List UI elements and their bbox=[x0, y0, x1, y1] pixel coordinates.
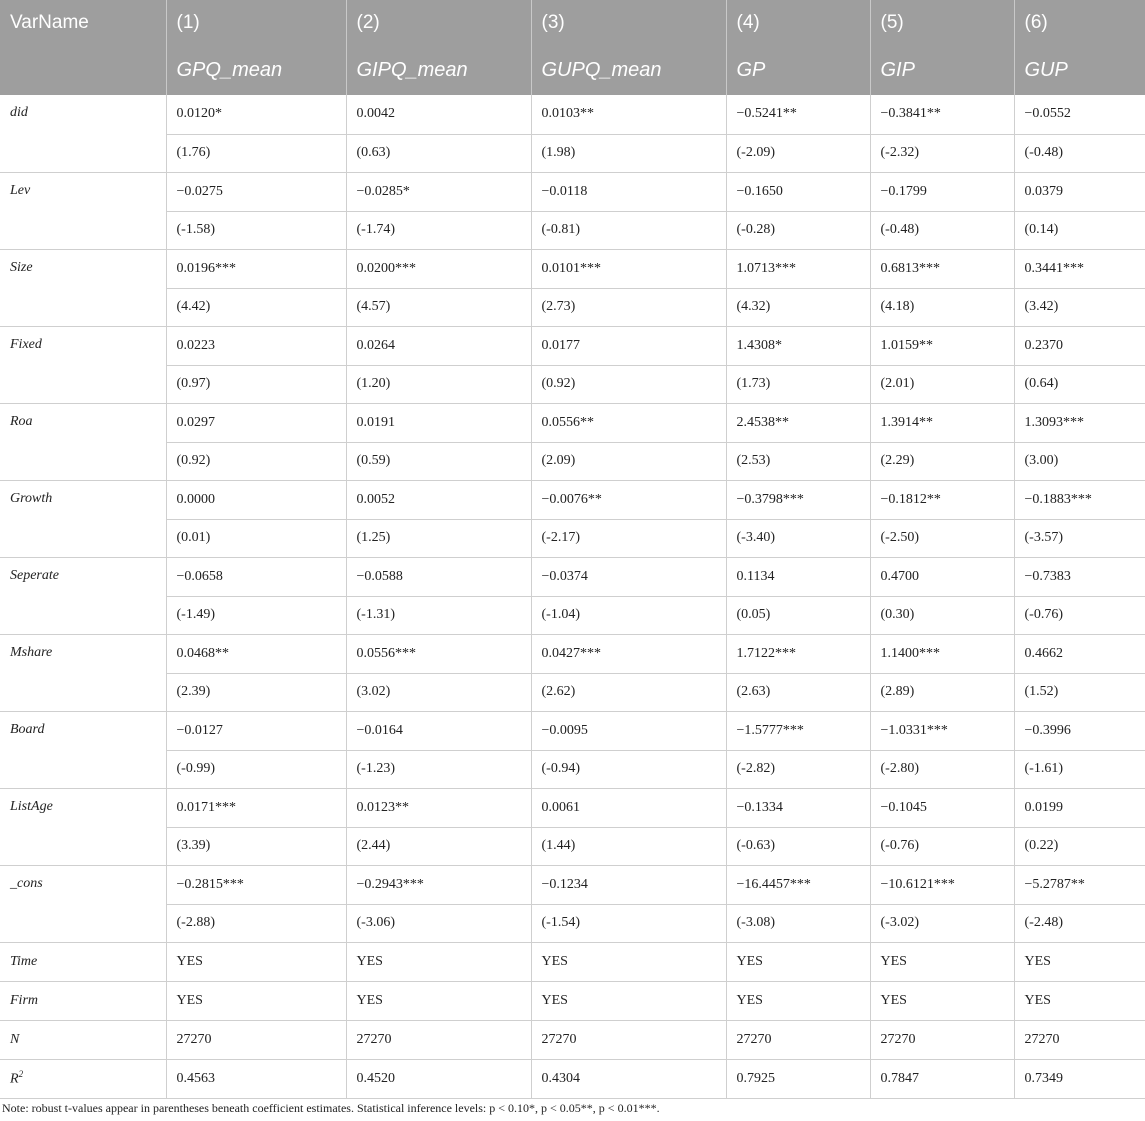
coefficient-cell: 0.6813*** bbox=[870, 249, 1014, 288]
model-header: (4) bbox=[726, 0, 870, 48]
t-value-cell: (-1.58) bbox=[166, 211, 346, 249]
summary-cell: YES bbox=[726, 981, 870, 1020]
coefficient-cell: −0.2815*** bbox=[166, 865, 346, 904]
t-value-row bbox=[0, 288, 1145, 326]
t-value-cell: (-2.88) bbox=[166, 904, 346, 942]
coefficient-cell: 0.0427*** bbox=[531, 634, 726, 673]
coefficient-cell: 0.0199 bbox=[1014, 788, 1145, 827]
summary-label bbox=[0, 1020, 166, 1059]
variable-name: Seperate bbox=[0, 557, 166, 634]
t-value-cell: (-1.31) bbox=[346, 596, 531, 634]
coefficient-cell: 0.0196*** bbox=[166, 249, 346, 288]
t-value-cell: (4.42) bbox=[166, 288, 346, 326]
coefficient-cell: 0.0061 bbox=[531, 788, 726, 827]
coefficient-cell: 1.1400*** bbox=[870, 634, 1014, 673]
coefficient-cell: −0.1799 bbox=[870, 172, 1014, 211]
dependent-variable-row bbox=[0, 48, 1145, 95]
t-value-cell: (-0.28) bbox=[726, 211, 870, 249]
t-value-cell: (4.18) bbox=[870, 288, 1014, 326]
t-value-cell: (3.02) bbox=[346, 673, 531, 711]
coefficient-cell: −0.3798*** bbox=[726, 480, 870, 519]
t-value-cell: (-0.76) bbox=[870, 827, 1014, 865]
variable-name: Roa bbox=[0, 403, 166, 480]
table-header bbox=[0, 0, 1145, 95]
summary-cell: YES bbox=[346, 942, 531, 981]
t-value-cell: (0.01) bbox=[166, 519, 346, 557]
t-value-cell: (-0.81) bbox=[531, 211, 726, 249]
coefficient-cell: 1.0713*** bbox=[726, 249, 870, 288]
coefficient-cell: 1.7122*** bbox=[726, 634, 870, 673]
t-value-cell: (0.14) bbox=[1014, 211, 1145, 249]
t-value-cell: (-2.17) bbox=[531, 519, 726, 557]
t-value-cell: (-0.48) bbox=[1014, 134, 1145, 172]
t-value-cell: (-3.40) bbox=[726, 519, 870, 557]
coefficient-cell: 0.0052 bbox=[346, 480, 531, 519]
t-value-cell: (-3.02) bbox=[870, 904, 1014, 942]
coefficient-cell: −0.0285* bbox=[346, 172, 531, 211]
coefficient-cell: −5.2787** bbox=[1014, 865, 1145, 904]
coefficient-cell: 0.0264 bbox=[346, 326, 531, 365]
t-value-cell: (3.00) bbox=[1014, 442, 1145, 480]
summary-label-text: R bbox=[10, 1071, 19, 1087]
t-value-cell: (4.57) bbox=[346, 288, 531, 326]
coefficient-cell: 1.0159** bbox=[870, 326, 1014, 365]
t-value-cell: (0.05) bbox=[726, 596, 870, 634]
coefficient-cell: −0.0588 bbox=[346, 557, 531, 596]
coefficient-row bbox=[0, 172, 1145, 211]
coefficient-row bbox=[0, 403, 1145, 442]
coefficient-cell: −1.0331*** bbox=[870, 711, 1014, 750]
coefficient-cell: −0.1883*** bbox=[1014, 480, 1145, 519]
summary-label bbox=[0, 942, 166, 981]
summary-cell: YES bbox=[870, 942, 1014, 981]
t-value-cell: (-3.06) bbox=[346, 904, 531, 942]
coefficient-cell: 0.0101*** bbox=[531, 249, 726, 288]
model-header: (6) bbox=[1014, 0, 1145, 48]
summary-row bbox=[0, 981, 1145, 1020]
summary-row bbox=[0, 942, 1145, 981]
coefficient-cell: −0.0095 bbox=[531, 711, 726, 750]
coefficient-row bbox=[0, 865, 1145, 904]
coefficient-cell: 0.0297 bbox=[166, 403, 346, 442]
t-value-cell: (0.63) bbox=[346, 134, 531, 172]
variable-name: Board bbox=[0, 711, 166, 788]
t-value-cell: (1.76) bbox=[166, 134, 346, 172]
summary-cell: YES bbox=[531, 981, 726, 1020]
coefficient-cell: 0.0000 bbox=[166, 480, 346, 519]
summary-cell: 27270 bbox=[726, 1020, 870, 1059]
coefficient-cell: −0.0076** bbox=[531, 480, 726, 519]
t-value-cell: (-2.80) bbox=[870, 750, 1014, 788]
dependent-variable-header: GUP bbox=[1014, 48, 1145, 95]
summary-cell: YES bbox=[1014, 981, 1145, 1020]
summary-cell: 27270 bbox=[346, 1020, 531, 1059]
t-value-cell: (0.22) bbox=[1014, 827, 1145, 865]
coefficient-row bbox=[0, 95, 1145, 134]
coefficient-cell: −0.0118 bbox=[531, 172, 726, 211]
model-header: (1) bbox=[166, 0, 346, 48]
summary-cell: YES bbox=[166, 942, 346, 981]
coefficient-cell: 0.0123** bbox=[346, 788, 531, 827]
t-value-cell: (1.25) bbox=[346, 519, 531, 557]
coefficient-cell: −10.6121*** bbox=[870, 865, 1014, 904]
variable-name: Fixed bbox=[0, 326, 166, 403]
coefficient-cell: −0.2943*** bbox=[346, 865, 531, 904]
t-value-cell: (-0.48) bbox=[870, 211, 1014, 249]
t-value-cell: (2.89) bbox=[870, 673, 1014, 711]
model-header: (2) bbox=[346, 0, 531, 48]
t-value-cell: (-1.49) bbox=[166, 596, 346, 634]
coefficient-row bbox=[0, 711, 1145, 750]
coefficient-cell: 0.0556** bbox=[531, 403, 726, 442]
summary-cell: YES bbox=[870, 981, 1014, 1020]
summary-label-text: Firm bbox=[10, 992, 38, 1008]
t-value-row bbox=[0, 442, 1145, 480]
coefficient-cell: 0.1134 bbox=[726, 557, 870, 596]
t-value-cell: (0.64) bbox=[1014, 365, 1145, 403]
dependent-variable-header: GUPQ_mean bbox=[531, 48, 726, 95]
coefficient-row bbox=[0, 326, 1145, 365]
coefficient-cell: −0.3841** bbox=[870, 95, 1014, 134]
t-value-cell: (-2.82) bbox=[726, 750, 870, 788]
t-value-cell: (0.97) bbox=[166, 365, 346, 403]
coefficient-cell: −1.5777*** bbox=[726, 711, 870, 750]
variable-name: Lev bbox=[0, 172, 166, 249]
summary-cell: YES bbox=[166, 981, 346, 1020]
t-value-cell: (-3.57) bbox=[1014, 519, 1145, 557]
summary-cell: 0.7349 bbox=[1014, 1059, 1145, 1098]
coefficient-cell: 0.0120* bbox=[166, 95, 346, 134]
summary-cell: YES bbox=[346, 981, 531, 1020]
t-value-row bbox=[0, 904, 1145, 942]
t-value-cell: (-2.50) bbox=[870, 519, 1014, 557]
variable-name: Growth bbox=[0, 480, 166, 557]
coefficient-cell: 0.0200*** bbox=[346, 249, 531, 288]
t-value-row bbox=[0, 750, 1145, 788]
t-value-cell: (-1.54) bbox=[531, 904, 726, 942]
t-value-row bbox=[0, 673, 1145, 711]
coefficient-cell: −0.3996 bbox=[1014, 711, 1145, 750]
coefficient-cell: 0.0223 bbox=[166, 326, 346, 365]
dependent-variable-header: GPQ_mean bbox=[166, 48, 346, 95]
coefficient-cell: −0.1334 bbox=[726, 788, 870, 827]
summary-cell: 27270 bbox=[870, 1020, 1014, 1059]
dependent-variable-header: GP bbox=[726, 48, 870, 95]
t-value-cell: (1.73) bbox=[726, 365, 870, 403]
t-value-row bbox=[0, 827, 1145, 865]
summary-cell: 27270 bbox=[1014, 1020, 1145, 1059]
t-value-cell: (3.39) bbox=[166, 827, 346, 865]
t-value-cell: (-0.76) bbox=[1014, 596, 1145, 634]
t-value-cell: (-0.99) bbox=[166, 750, 346, 788]
summary-cell: 0.4304 bbox=[531, 1059, 726, 1098]
coefficient-cell: 0.4662 bbox=[1014, 634, 1145, 673]
t-value-cell: (1.98) bbox=[531, 134, 726, 172]
table-body bbox=[0, 95, 1145, 1098]
summary-cell: YES bbox=[1014, 942, 1145, 981]
summary-label-superscript: 2 bbox=[18, 1069, 24, 1080]
t-value-cell: (2.29) bbox=[870, 442, 1014, 480]
coefficient-cell: −0.0164 bbox=[346, 711, 531, 750]
coefficient-cell: 0.0379 bbox=[1014, 172, 1145, 211]
varname-header: VarName bbox=[0, 0, 166, 95]
summary-label bbox=[0, 981, 166, 1020]
t-value-cell: (-2.32) bbox=[870, 134, 1014, 172]
coefficient-cell: −0.0275 bbox=[166, 172, 346, 211]
t-value-cell: (2.53) bbox=[726, 442, 870, 480]
t-value-cell: (2.09) bbox=[531, 442, 726, 480]
coefficient-cell: 1.4308* bbox=[726, 326, 870, 365]
t-value-cell: (0.59) bbox=[346, 442, 531, 480]
t-value-cell: (-2.48) bbox=[1014, 904, 1145, 942]
t-value-cell: (2.73) bbox=[531, 288, 726, 326]
dependent-variable-header: GIP bbox=[870, 48, 1014, 95]
summary-cell: 0.7847 bbox=[870, 1059, 1014, 1098]
t-value-row bbox=[0, 365, 1145, 403]
summary-cell: YES bbox=[726, 942, 870, 981]
t-value-cell: (-1.61) bbox=[1014, 750, 1145, 788]
variable-name: Size bbox=[0, 249, 166, 326]
summary-cell: YES bbox=[531, 942, 726, 981]
t-value-cell: (1.52) bbox=[1014, 673, 1145, 711]
coefficient-cell: −0.1650 bbox=[726, 172, 870, 211]
summary-cell: 0.4563 bbox=[166, 1059, 346, 1098]
coefficient-cell: 0.0177 bbox=[531, 326, 726, 365]
summary-cell: 27270 bbox=[166, 1020, 346, 1059]
model-number-row bbox=[0, 0, 1145, 48]
coefficient-cell: −16.4457*** bbox=[726, 865, 870, 904]
t-value-cell: (0.92) bbox=[166, 442, 346, 480]
coefficient-cell: 2.4538** bbox=[726, 403, 870, 442]
t-value-cell: (0.92) bbox=[531, 365, 726, 403]
table-note: Note: robust t-values appear in parentheses beneath coefficient estimates. Statistical inference levels: p < 0.10*, p < 0.05**, p < 0.01***. bbox=[2, 1101, 660, 1115]
t-value-cell: (3.42) bbox=[1014, 288, 1145, 326]
t-value-cell: (-3.08) bbox=[726, 904, 870, 942]
model-header: (3) bbox=[531, 0, 726, 48]
summary-cell: 0.7925 bbox=[726, 1059, 870, 1098]
t-value-cell: (-1.04) bbox=[531, 596, 726, 634]
coefficient-row bbox=[0, 557, 1145, 596]
t-value-cell: (-0.94) bbox=[531, 750, 726, 788]
t-value-cell: (2.44) bbox=[346, 827, 531, 865]
summary-label bbox=[0, 1059, 166, 1098]
coefficient-cell: −0.1812** bbox=[870, 480, 1014, 519]
variable-name: ListAge bbox=[0, 788, 166, 865]
model-header: (5) bbox=[870, 0, 1014, 48]
coefficient-cell: 0.4700 bbox=[870, 557, 1014, 596]
t-value-cell: (1.20) bbox=[346, 365, 531, 403]
variable-name: did bbox=[0, 95, 166, 172]
t-value-cell: (2.63) bbox=[726, 673, 870, 711]
t-value-row bbox=[0, 211, 1145, 249]
t-value-row bbox=[0, 519, 1145, 557]
t-value-row bbox=[0, 134, 1145, 172]
t-value-row bbox=[0, 596, 1145, 634]
coefficient-cell: −0.0127 bbox=[166, 711, 346, 750]
t-value-cell: (1.44) bbox=[531, 827, 726, 865]
coefficient-cell: −0.0658 bbox=[166, 557, 346, 596]
summary-row bbox=[0, 1020, 1145, 1059]
summary-cell: 27270 bbox=[531, 1020, 726, 1059]
variable-name: _cons bbox=[0, 865, 166, 942]
summary-row bbox=[0, 1059, 1145, 1098]
t-value-cell: (2.01) bbox=[870, 365, 1014, 403]
coefficient-row bbox=[0, 249, 1145, 288]
coefficient-cell: 0.0103** bbox=[531, 95, 726, 134]
coefficient-cell: −0.5241** bbox=[726, 95, 870, 134]
variable-name: Mshare bbox=[0, 634, 166, 711]
coefficient-row bbox=[0, 480, 1145, 519]
summary-label-text: Time bbox=[10, 953, 38, 969]
summary-cell: 0.4520 bbox=[346, 1059, 531, 1098]
coefficient-row bbox=[0, 788, 1145, 827]
coefficient-cell: 0.3441*** bbox=[1014, 249, 1145, 288]
coefficient-cell: 1.3914** bbox=[870, 403, 1014, 442]
t-value-cell: (-1.23) bbox=[346, 750, 531, 788]
summary-label-text: N bbox=[10, 1031, 20, 1047]
t-value-cell: (-0.63) bbox=[726, 827, 870, 865]
coefficient-cell: 0.0191 bbox=[346, 403, 531, 442]
t-value-cell: (2.39) bbox=[166, 673, 346, 711]
t-value-cell: (0.30) bbox=[870, 596, 1014, 634]
dependent-variable-header: GIPQ_mean bbox=[346, 48, 531, 95]
coefficient-cell: 0.0468** bbox=[166, 634, 346, 673]
coefficient-cell: −0.1234 bbox=[531, 865, 726, 904]
coefficient-cell: 0.0042 bbox=[346, 95, 531, 134]
t-value-cell: (-1.74) bbox=[346, 211, 531, 249]
coefficient-cell: 1.3093*** bbox=[1014, 403, 1145, 442]
coefficient-cell: 0.0171*** bbox=[166, 788, 346, 827]
t-value-cell: (-2.09) bbox=[726, 134, 870, 172]
coefficient-cell: −0.1045 bbox=[870, 788, 1014, 827]
coefficient-cell: −0.0374 bbox=[531, 557, 726, 596]
coefficient-cell: −0.7383 bbox=[1014, 557, 1145, 596]
coefficient-cell: 0.0556*** bbox=[346, 634, 531, 673]
coefficient-cell: 0.2370 bbox=[1014, 326, 1145, 365]
coefficient-cell: −0.0552 bbox=[1014, 95, 1145, 134]
coefficient-row bbox=[0, 634, 1145, 673]
t-value-cell: (4.32) bbox=[726, 288, 870, 326]
t-value-cell: (2.62) bbox=[531, 673, 726, 711]
